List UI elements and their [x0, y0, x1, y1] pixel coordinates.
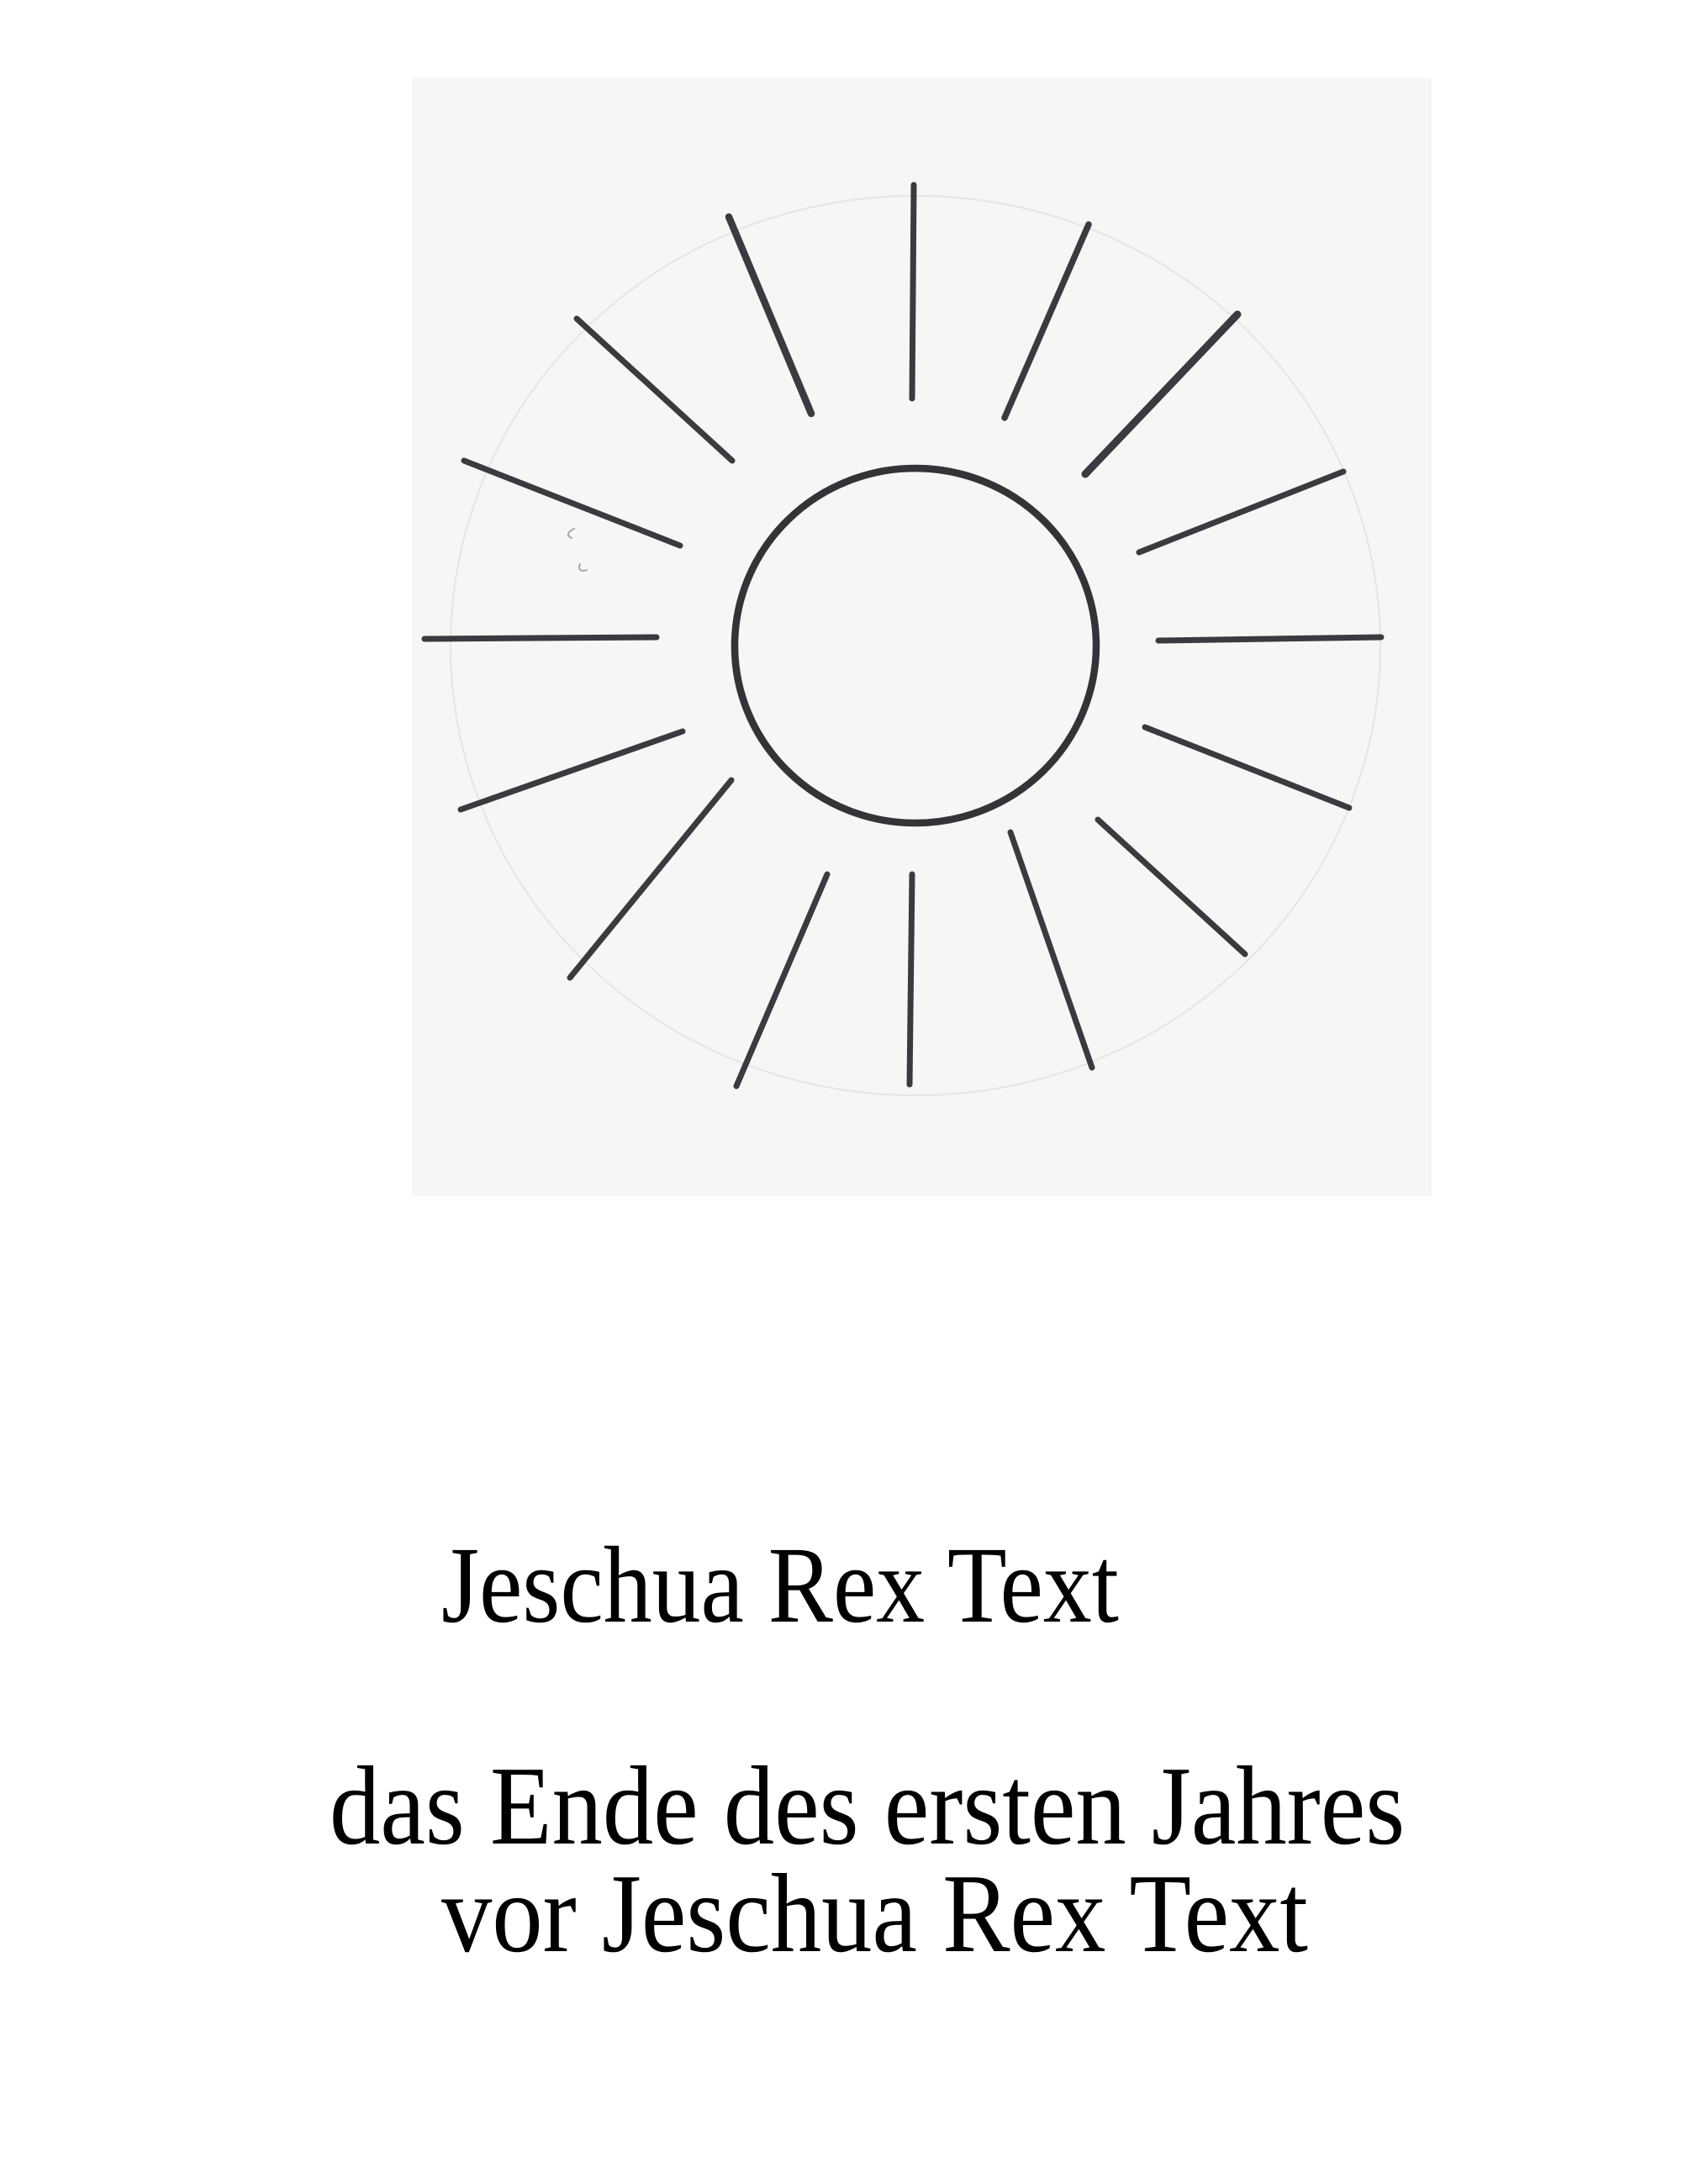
ray-n22-5	[1145, 727, 1349, 808]
ray-22-5	[1139, 472, 1343, 552]
ray-n45	[1098, 820, 1245, 954]
title-line-1: das Ende des ersten Jahres	[330, 1744, 1406, 1868]
sun-illustration	[412, 78, 1432, 1196]
author-name: Jeschua Rex Text	[441, 1525, 1119, 1646]
ray-247-5	[736, 874, 827, 1086]
ray-157-5	[464, 461, 680, 546]
ray-n90	[910, 874, 912, 1084]
pencil-smudge	[579, 564, 587, 571]
ray-n67-5	[1010, 832, 1092, 1068]
ray-202-5	[461, 731, 683, 810]
ray-45	[1085, 314, 1237, 474]
ray-180	[425, 637, 657, 639]
title-line-2: vor Jeschua Rex Text	[441, 1851, 1308, 1976]
ray-135	[577, 319, 732, 461]
ray-225	[570, 780, 731, 978]
ray-0	[1158, 637, 1381, 641]
ray-112-5	[729, 217, 811, 414]
ray-90	[912, 185, 914, 398]
pencil-smudge	[568, 529, 574, 538]
scanned-sun-drawing	[412, 78, 1432, 1196]
ray-67-5	[1005, 224, 1089, 418]
